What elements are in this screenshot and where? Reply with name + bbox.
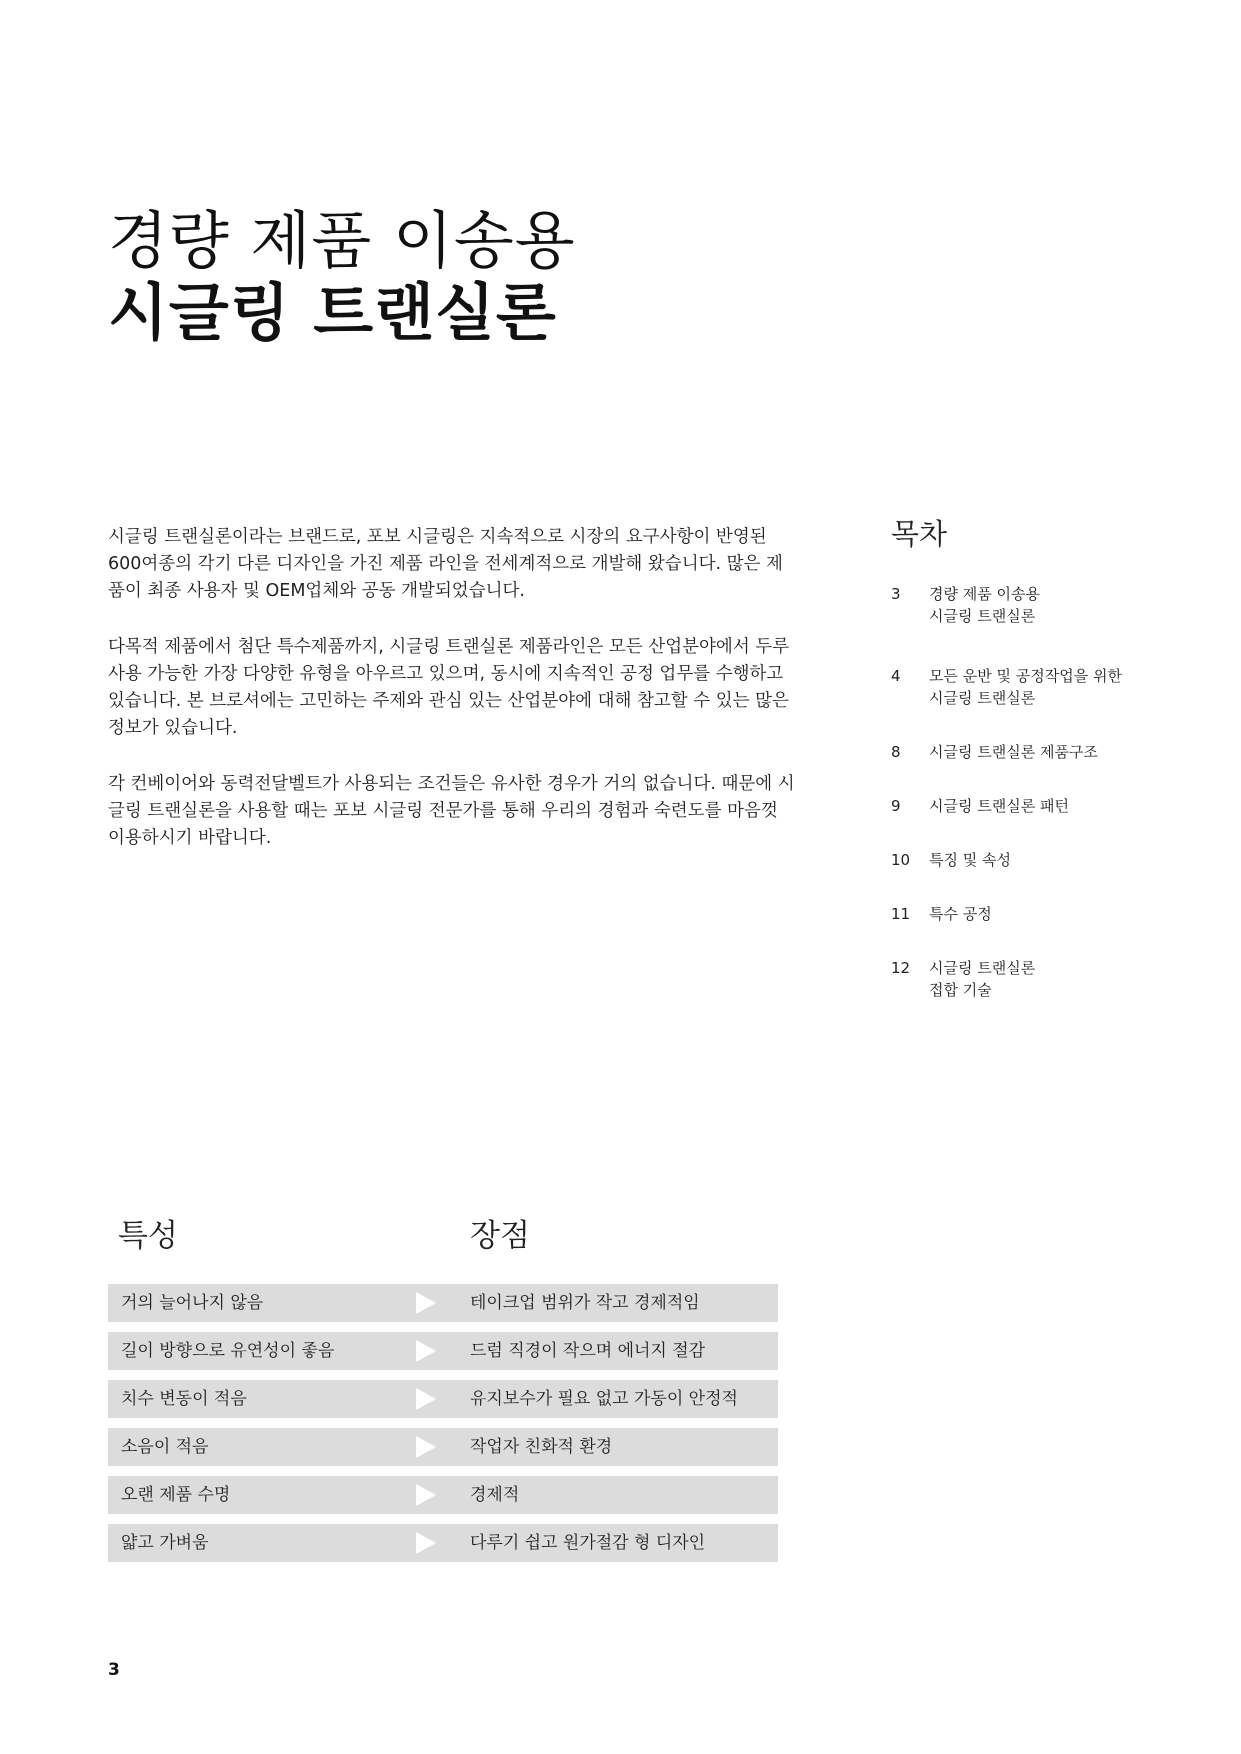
arrow-right-icon [416, 1484, 436, 1506]
arrow-right-icon [416, 1340, 436, 1362]
feature-cell: 길이 방향으로 유연성이 좋음 [121, 1341, 335, 1361]
toc-entry-label: 시글링 트랜실론 패턴 [929, 797, 1069, 815]
toc-page-number: 12 [891, 959, 911, 977]
toc-page-number: 4 [891, 667, 901, 685]
intro-text [108, 524, 798, 881]
toc-entry[interactable] [891, 665, 1191, 709]
arrow-right-icon [416, 1292, 436, 1314]
intro-paragraph: 각 컨베이어와 동력전달벨트가 사용되는 조건들은 유사한 경우가 거의 없습니다. 때문에 시글링 트랜실론을 사용할 때는 포보 시글링 전문가를 통해 우리의 경험과 숙련도를 마음껏 이용하시기 바랍니다. [108, 774, 795, 848]
toc-entry-label: 특수 공정 [929, 905, 992, 923]
intro-paragraph: 시글링 트랜실론이라는 브랜드로, 포보 시글링은 지속적으로 시장의 요구사항이 반영된 600여종의 각기 다른 디자인을 가진 제품 라인을 전세계적으로 개발해 왔습니다. 많은 제품이 최종 사용자 및 OEM업체와 공동 개발되었습니다. [108, 527, 783, 601]
arrow-right-icon [416, 1532, 436, 1554]
title-line-1: 경량 제품 이송용 [108, 204, 576, 277]
toc-entry-label: 특징 및 속성 [929, 851, 1011, 869]
table-of-contents [891, 512, 1191, 1001]
table-row [108, 1380, 778, 1418]
features-heading: 특성 [118, 1218, 178, 1254]
advantage-cell: 작업자 친화적 환경 [470, 1437, 613, 1457]
toc-entry-label: 시글링 트랜실론 [929, 689, 1036, 707]
toc-entry-label: 시글링 트랜실론 [929, 959, 1036, 977]
toc-entry-label: 접합 기술 [929, 981, 992, 999]
toc-entry[interactable] [891, 849, 1191, 871]
feature-cell: 거의 늘어나지 않음 [121, 1293, 264, 1313]
title-line-2: 시글링 트랜실론 [108, 276, 557, 349]
page-title [108, 205, 576, 349]
advantages-heading: 장점 [470, 1218, 530, 1254]
page-number: 3 [108, 1660, 120, 1680]
toc-page-number: 10 [891, 851, 911, 869]
toc-page-number: 3 [891, 585, 901, 603]
table-row [108, 1332, 778, 1370]
toc-entry[interactable] [891, 741, 1191, 763]
table-row [108, 1476, 778, 1514]
toc-entry[interactable] [891, 903, 1191, 925]
toc-page-number: 9 [891, 797, 901, 815]
toc-entry[interactable] [891, 795, 1191, 817]
toc-entry[interactable] [891, 583, 1191, 627]
features-advantages-table [108, 1284, 778, 1572]
advantage-cell: 유지보수가 필요 없고 가동이 안정적 [470, 1389, 738, 1409]
table-row [108, 1428, 778, 1466]
toc-entry-label: 경량 제품 이송용 [929, 585, 1040, 603]
advantage-cell: 테이크업 범위가 작고 경제적임 [470, 1293, 700, 1313]
intro-paragraph: 다목적 제품에서 첨단 특수제품까지, 시글링 트랜실론 제품라인은 모든 산업분야에서 두루 사용 가능한 가장 다양한 유형을 아우르고 있으며, 동시에 지속적인 공정 업무를 수행하고 있습니다. 본 브로셔에는 고민하는 주제와 관심 있는 산업분야에 대해 참고할 수 있는 많은 정보가 있습니다. [108, 637, 790, 738]
toc-page-number: 8 [891, 743, 901, 761]
table-row [108, 1524, 778, 1562]
advantage-cell: 드럼 직경이 작으며 에너지 절감 [470, 1341, 706, 1361]
toc-page-number: 11 [891, 905, 911, 923]
arrow-right-icon [416, 1436, 436, 1458]
feature-cell: 소음이 적음 [121, 1437, 209, 1457]
feature-cell: 치수 변동이 적음 [121, 1389, 247, 1409]
feature-cell: 얇고 가벼움 [121, 1533, 209, 1553]
toc-entry[interactable] [891, 957, 1191, 1001]
toc-entry-label: 시글링 트랜실론 제품구조 [929, 743, 1098, 761]
table-row [108, 1284, 778, 1322]
toc-entry-label: 시글링 트랜실론 [929, 607, 1036, 625]
advantage-cell: 경제적 [470, 1485, 520, 1505]
advantage-cell: 다루기 쉽고 원가절감 형 디자인 [470, 1533, 706, 1553]
arrow-right-icon [416, 1388, 436, 1410]
toc-heading: 목차 [891, 517, 948, 551]
toc-entry-label: 모든 운반 및 공정작업을 위한 [929, 667, 1122, 685]
feature-cell: 오랜 제품 수명 [121, 1485, 231, 1505]
